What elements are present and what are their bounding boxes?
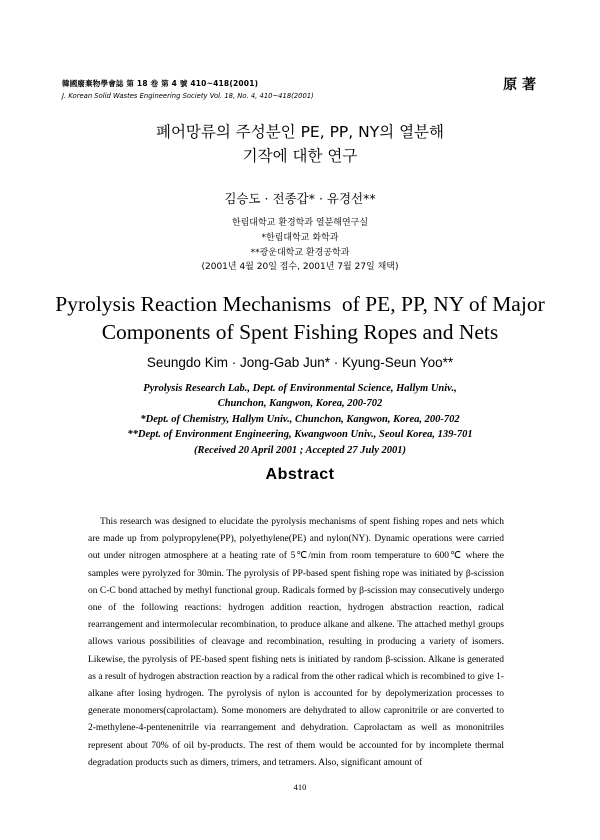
affiliation-line: *Dept. of Chemistry, Hallym Univ., Chunchon, Kangwon, Korea, 200-702 (140, 413, 460, 425)
title-english-line: Pyrolysis Reaction Mechanisms of PE, PP, NY of Major (55, 292, 545, 316)
received-dates-english: (Received 20 April 2001 ; Accepted 27 July 2001) (193, 444, 407, 456)
authors-english: Seungdo Kim · Jong-Gab Jun* · Kyung-Seun Yoo** (146, 355, 454, 370)
affiliation-line: **Dept. of Environment Engineering, Kwangwoon Univ., Seoul Korea, 139-701 (127, 429, 473, 441)
authors-korean: 김승도 · 전종갑* · 유경선** (224, 191, 376, 206)
article-type-label: 原 著 (503, 77, 536, 93)
title-korean (0, 120, 600, 168)
title-english (0, 290, 600, 346)
received-dates-korean: (2001년 4월 20일 접수, 2001년 7월 27일 채택) (201, 262, 399, 273)
journal-name-korean: 韓國廢棄物學會誌 第 18 卷 第 4 號 410~418(2001) (62, 79, 259, 88)
title-korean-line: 폐어망류의 주성분인 PE, PP, NY의 열분해 (155, 123, 445, 141)
abstract-text: This research was designed to elucidate the pyrolysis mechanisms of spent fishing ropes and nets which are made up from polypropylene(PP), polyethylene(PE) and nylon(NY). Dynamic operations were carried out under nitrogen atmosphere at a heating rate of 5℃/min from room temperature to 600℃ where the samples were pyrolyzed for 30min. The pyrolysis of PP-based spent fishing rope was initiated by β-scission on C-C bond attached by methyl functional group. Radicals formed by β-scission may consecutively undergo one of the following reactions: hydrogen addition reaction, hydrogen abstraction reaction, radical rearrangement and intermolecular recombination, to produce alkane and alkene. The attached methyl groups allows various possibilities of cleavage and recombination, resulting in producing a variety of isomers. Likewise, the pyrolysis of PE-based spent fishing nets is initiated by random β-scission. Alkane is generated as a result of hydrogen abstraction reaction by a radical from the other radical which is recombined to give 1-alkane after losing hydrogen. The pyrolysis of nylon is accounted for by depolymerization processes to generate monomers(caprolactam). Some monomers are dehydrated to allow capronitrile or are converted to 2-methylene-4-pentenenitrile via rearrangement and dehydration. Caprolactam as well as mononitriles represent about 70% of oil by-products. The rest of them would be accounted for by incomplete thermal degradation products such as dimers, trimers, and tetramers. Also, significant amount of (88, 517, 504, 768)
affiliation-line: **광운대학교 환경공학과 (250, 247, 350, 258)
title-korean-line: 기작에 대한 연구 (242, 147, 358, 165)
journal-header (62, 78, 314, 100)
affiliations-korean (0, 216, 600, 275)
affiliation-line: Pyrolysis Research Lab., Dept. of Environmental Science, Hallym Univ., (143, 383, 457, 394)
title-english-line: Components of Spent Fishing Ropes and Nets (101, 320, 499, 344)
affiliation-line: 한림대학교 환경학과 열분해연구실 (231, 218, 369, 228)
abstract-heading: Abstract (265, 466, 335, 483)
page-number: 410 (293, 782, 307, 792)
affiliations-english (0, 381, 600, 458)
journal-name-english: J. Korean Solid Wastes Engineering Society Vol. 18, No. 4, 410~418(2001) (62, 92, 314, 100)
affiliation-line: *한림대학교 화학과 (261, 232, 339, 243)
affiliation-line: Chunchon, Kangwon, Korea, 200-702 (217, 398, 383, 410)
